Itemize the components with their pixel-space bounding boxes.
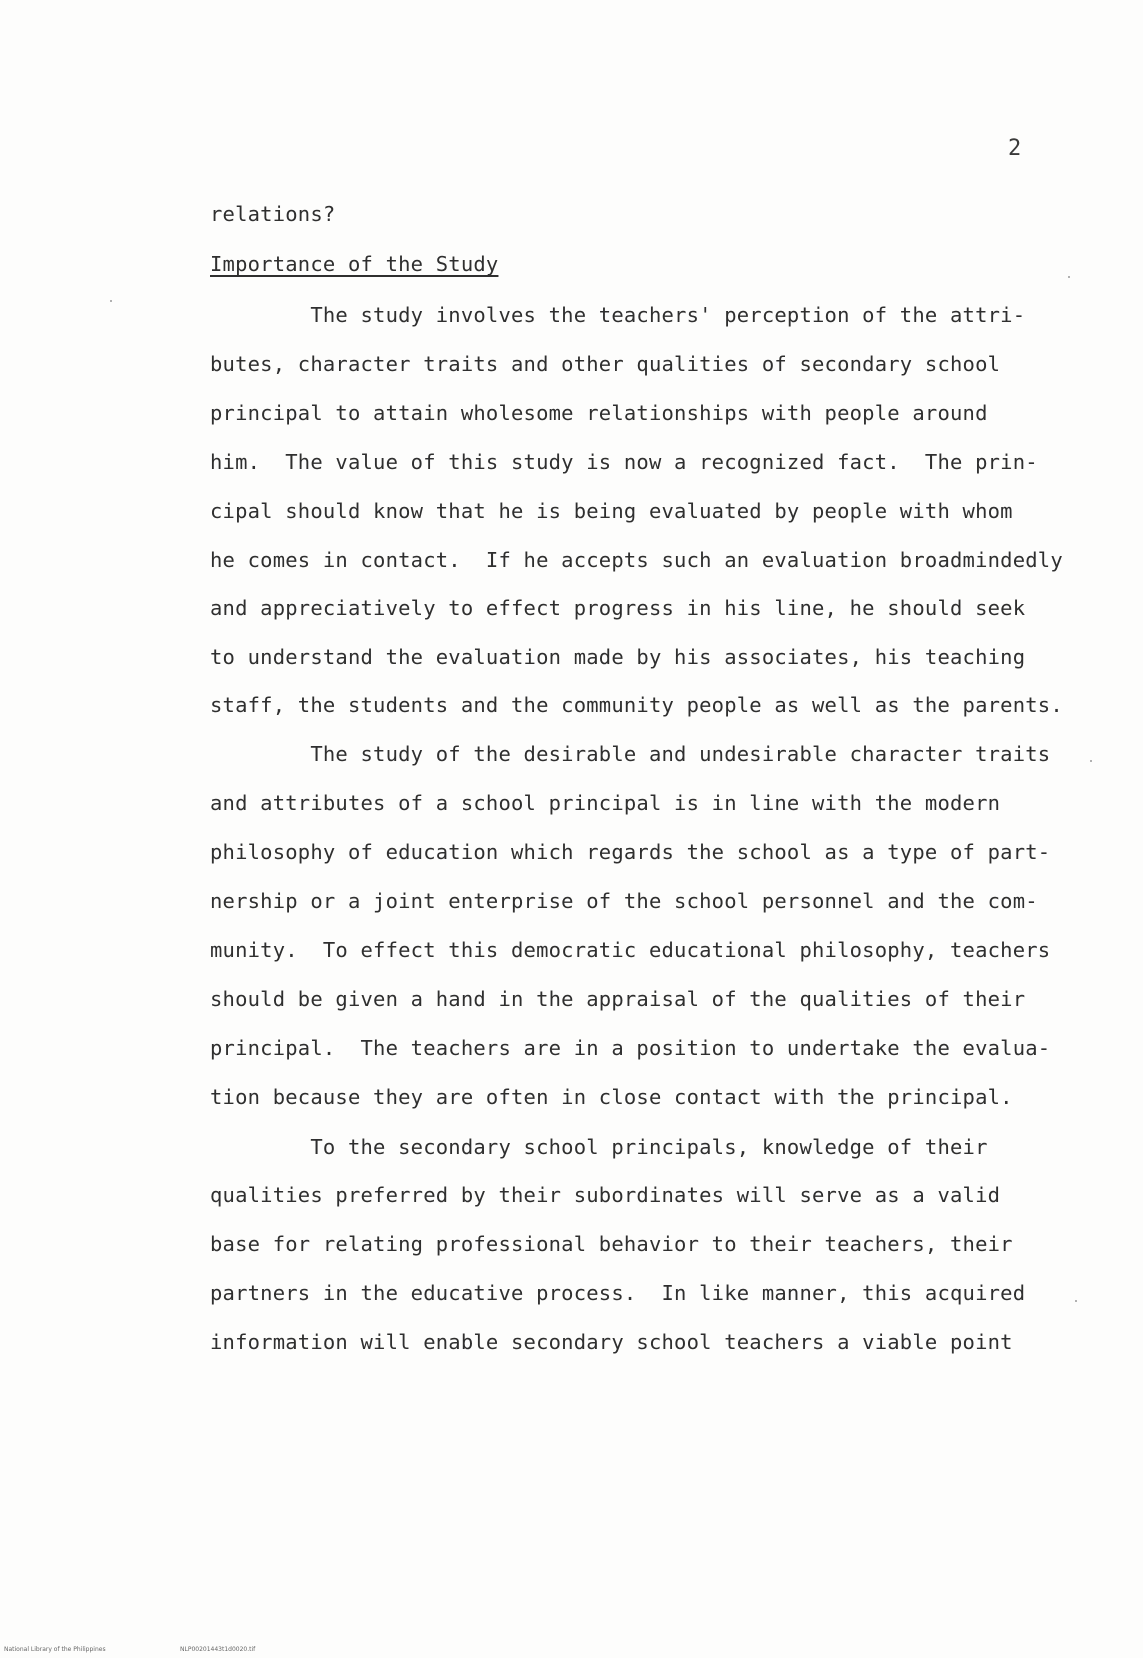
- scan-speck: [1068, 276, 1070, 278]
- scan-speck: [110, 300, 112, 302]
- text-line: principal. The teachers are in a position to undertake the evalua-: [210, 1036, 1051, 1060]
- text-line: base for relating professional behavior to their teachers, their: [210, 1232, 1013, 1256]
- text-line: To the secondary school principals, knowledge of their: [210, 1135, 988, 1159]
- text-line: to understand the evaluation made by his associates, his teaching: [210, 645, 1026, 669]
- text-line: The study of the desirable and undesirable character traits: [210, 742, 1051, 766]
- text-line: and attributes of a school principal is in line with the modern: [210, 791, 1001, 815]
- text-line: principal to attain wholesome relationships with people around: [210, 401, 988, 425]
- section-heading: Importance of the Study: [210, 252, 499, 276]
- text-line: nership or a joint enterprise of the school personnel and the com-: [210, 889, 1038, 913]
- text-line: munity. To effect this democratic educational philosophy, teachers: [210, 938, 1051, 962]
- scan-speck: [1075, 1300, 1077, 1302]
- text-line: relations?: [210, 202, 336, 226]
- text-line: information will enable secondary school teachers a viable point: [210, 1330, 1013, 1354]
- page-number: 2: [1008, 136, 1022, 161]
- text-line: and appreciatively to effect progress in his line, he should seek: [210, 596, 1026, 620]
- text-line: partners in the educative process. In like manner, this acquired: [210, 1281, 1026, 1305]
- text-line: philosophy of education which regards the school as a type of part-: [210, 840, 1051, 864]
- scan-speck: [1090, 760, 1092, 762]
- text-line: qualities preferred by their subordinates will serve as a valid: [210, 1183, 1001, 1207]
- text-line: butes, character traits and other qualities of secondary school: [210, 352, 1001, 376]
- text-line: should be given a hand in the appraisal of the qualities of their: [210, 987, 1026, 1011]
- text-line: he comes in contact. If he accepts such an evaluation broadmindedly: [210, 548, 1063, 572]
- footer-source: National Library of the Philippines: [4, 1646, 106, 1653]
- text-line: staff, the students and the community people as well as the parents.: [210, 693, 1063, 717]
- text-line: him. The value of this study is now a recognized fact. The prin-: [210, 450, 1038, 474]
- text-line: The study involves the teachers' perception of the attri-: [210, 303, 1026, 327]
- text-line: cipal should know that he is being evaluated by people with whom: [210, 499, 1013, 523]
- text-line: tion because they are often in close contact with the principal.: [210, 1085, 1013, 1109]
- footer-filename: NLP00201443t1d0020.tif: [180, 1646, 256, 1653]
